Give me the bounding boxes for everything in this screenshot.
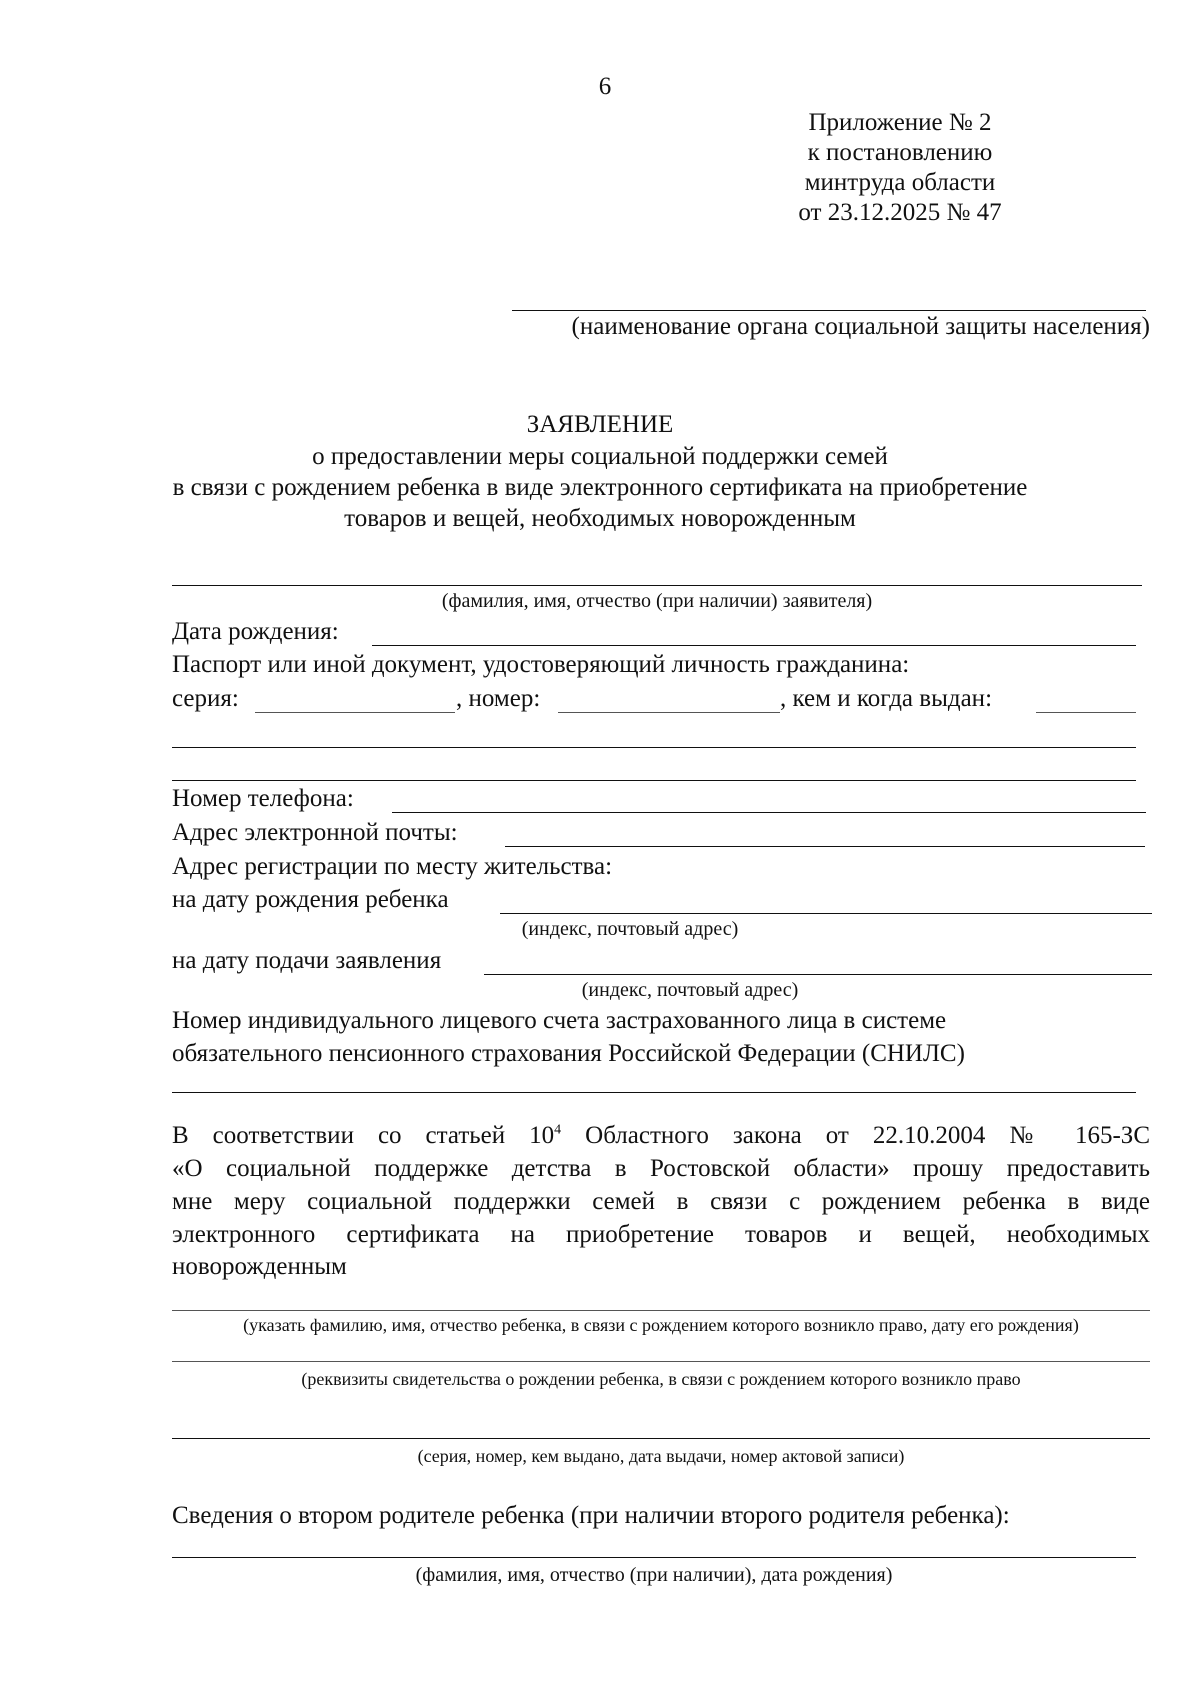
request-line-2: «О социальной поддержке детства в Ростовской области» прошу предоставить [172, 1155, 1150, 1182]
at-filing-caption: (индекс, почтовый адрес) [581, 979, 799, 1001]
second-parent-field[interactable] [172, 1557, 1136, 1558]
appendix-line-2: к постановлению [807, 139, 993, 166]
phone-field[interactable] [392, 812, 1146, 813]
appendix-line-1: Приложение № 2 [808, 109, 992, 136]
passport-label: Паспорт или иной документ, удостоверяющий личность гражданина: [172, 651, 910, 678]
issued-field[interactable] [1036, 712, 1136, 713]
at-birth-address-field[interactable] [500, 913, 1152, 914]
document-heading: ЗАЯВЛЕНИЕ [526, 411, 674, 438]
addressee-field[interactable] [512, 310, 1146, 311]
addressee-caption: (наименование органа социальной защиты населения) [571, 313, 1150, 340]
snils-label-2: обязательного пенсионного страхования Российской Федерации (СНИЛС) [172, 1040, 965, 1067]
child-info-field[interactable] [172, 1310, 1150, 1311]
child-info-caption: (указать фамилию, имя, отчество ребенка, в связи с рождением которого возникло право, дату его рождения) [243, 1315, 1079, 1335]
snils-label-1: Номер индивидуального лицевого счета застрахованного лица в системе [172, 1007, 947, 1034]
number-field[interactable] [558, 712, 780, 713]
title-line-1: о предоставлении меры социальной поддержки семей [312, 443, 888, 470]
appendix-line-4: от 23.12.2025 № 47 [798, 199, 1002, 226]
certificate-field[interactable] [172, 1361, 1150, 1362]
issued-field-continued-2[interactable] [172, 780, 1136, 781]
issued-label: , кем и когда выдан: [780, 685, 993, 712]
email-field[interactable] [505, 846, 1145, 847]
number-label: , номер: [456, 685, 541, 712]
appendix-line-3: минтруда области [804, 169, 996, 196]
at-filing-label: на дату подачи заявления [172, 947, 442, 974]
series-label: серия: [172, 685, 239, 712]
title-line-2: в связи с рождением ребенка в виде электронного сертификата на приобретение [172, 474, 1028, 501]
request-line-1: В соответствии со статьей $10^4$ Областного закона от 22.10.2004 № 165-ЗС [172, 1122, 1150, 1149]
birth-date-field[interactable] [372, 645, 1136, 646]
request-line-4: электронного сертификата на приобретение товаров и вещей, необходимых [172, 1221, 1150, 1248]
at-birth-label: на дату рождения ребенка [172, 886, 449, 913]
certificate-details-caption: (серия, номер, кем выдано, дата выдачи, номер актовой записи) [417, 1446, 905, 1466]
certificate-details-field[interactable] [172, 1438, 1150, 1439]
certificate-caption: (реквизиты свидетельства о рождении ребенка, в связи с рождением которого возникло право [301, 1369, 1021, 1389]
request-line-3: мне меру социальной поддержки семей в связи с рождением ребенка в виде [172, 1188, 1150, 1215]
page-number: 6 [598, 73, 612, 100]
second-parent-label: Сведения о втором родителе ребенка (при наличии второго родителя ребенка): [172, 1502, 1010, 1529]
phone-label: Номер телефона: [172, 785, 354, 812]
request-line-5: новорожденным [172, 1253, 347, 1280]
applicant-name-field[interactable] [172, 585, 1142, 586]
applicant-caption: (фамилия, имя, отчество (при наличии) заявителя) [441, 590, 873, 612]
registration-label: Адрес регистрации по месту жительства: [172, 853, 613, 880]
second-parent-caption: (фамилия, имя, отчество (при наличии), дата рождения) [415, 1564, 893, 1586]
issued-field-continued-1[interactable] [172, 747, 1136, 748]
snils-field[interactable] [172, 1092, 1136, 1093]
birth-date-label: Дата рождения: [172, 618, 339, 645]
series-field[interactable] [255, 712, 455, 713]
title-line-3: товаров и вещей, необходимых новорожденным [344, 505, 856, 532]
at-birth-caption: (индекс, почтовый адрес) [521, 918, 739, 940]
at-filing-address-field[interactable] [484, 974, 1152, 975]
email-label: Адрес электронной почты: [172, 819, 458, 846]
